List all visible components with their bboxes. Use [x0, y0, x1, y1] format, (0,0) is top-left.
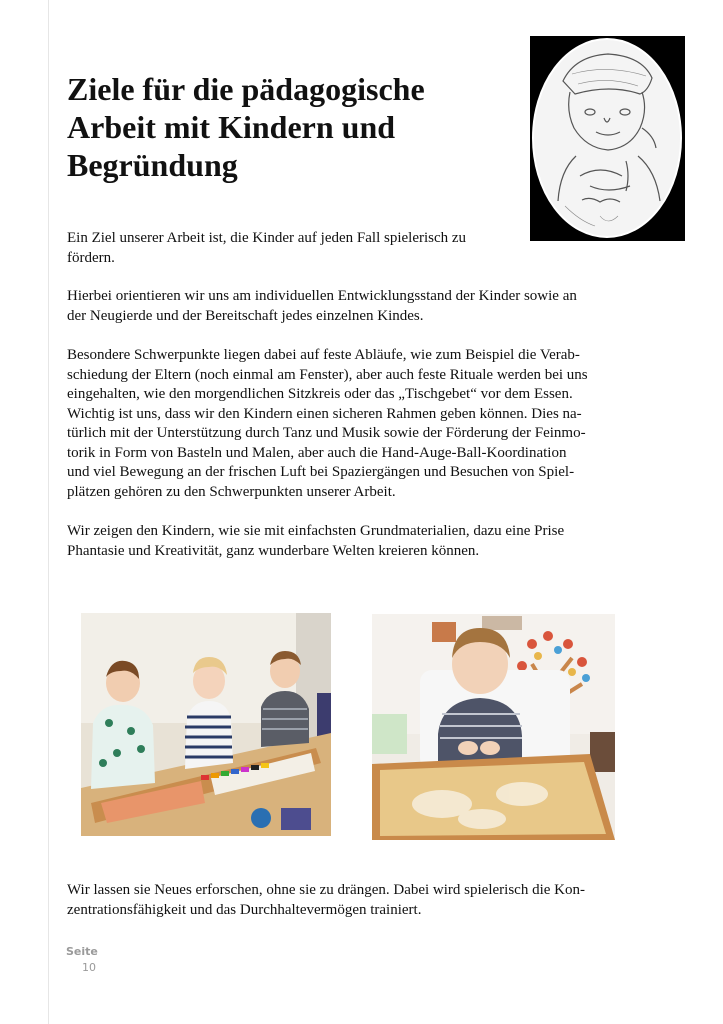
text-line: Wichtig ist uns, dass wir den Kindern einen sicheren Rahmen geben können. Dies na- — [67, 405, 582, 422]
toddler-table-photo — [372, 614, 615, 840]
title-line-1: Ziele für die pädagogische — [67, 71, 425, 107]
text-line: schiedung der Eltern (noch einmal am Fenster), aber auch feste Rituale werden bei uns — [67, 366, 588, 383]
title-line-3: Begründung — [67, 147, 238, 183]
paragraph-1 — [67, 229, 527, 268]
paragraph-3 — [67, 346, 655, 502]
paragraph-2 — [67, 287, 655, 326]
page-label: Seite — [66, 945, 98, 958]
title-line-2: Arbeit mit Kindern und — [67, 109, 396, 145]
text-line: plätzen gehören zu den Schwerpunkten unserer Arbeit. — [67, 483, 396, 500]
paragraph-5 — [67, 881, 655, 920]
page-edge-line — [48, 0, 49, 1024]
text-line: fördern. — [67, 249, 115, 266]
text-line: Phantasie und Kreativität, ganz wunderbare Welten kreieren können. — [67, 542, 480, 559]
text-line: türlich mit der Unterstützung durch Tanz und Musik sowie der Förderung der Feinmo- — [67, 425, 586, 441]
text-line: und viel Bewegung an der frischen Luft bei Spaziergängen und Besuchen von Spiel- — [67, 464, 575, 480]
children-painting-photo — [81, 613, 331, 836]
page-title — [67, 70, 507, 184]
page-number: 10 — [82, 961, 96, 974]
text-line: Wir lassen sie Neues erforschen, ohne sie zu drängen. Dabei wird spielerisch die Kon- — [67, 882, 585, 898]
text-line: Besondere Schwerpunkte liegen dabei auf feste Abläufe, wie zum Beispiel die Verab- — [67, 347, 580, 363]
text-line: eingehalten, wie den morgendlichen Sitzkreis oder das „Tischgebet“ vor dem Essen. — [67, 386, 573, 402]
text-line: Hierbei orientieren wir uns am individuellen Entwicklungsstand der Kinder sowie an — [67, 288, 577, 304]
paragraph-4 — [67, 522, 655, 561]
text-line: Wir zeigen den Kindern, wie sie mit einfachsten Grundmaterialien, dazu eine Prise — [67, 523, 565, 539]
text-line: torik in Form von Basteln und Malen, aber auch die Hand-Auge-Ball-Koordination — [67, 444, 567, 461]
text-line: Ein Ziel unserer Arbeit ist, die Kinder auf jeden Fall spielerisch zu — [67, 230, 467, 246]
text-line: zentrationsfähigkeit und das Durchhaltevermögen trainiert. — [67, 901, 422, 918]
text-line: der Neugierde und der Bereitschaft jedes einzelnen Kindes. — [67, 307, 424, 324]
baby-sketch-photo — [530, 36, 685, 241]
